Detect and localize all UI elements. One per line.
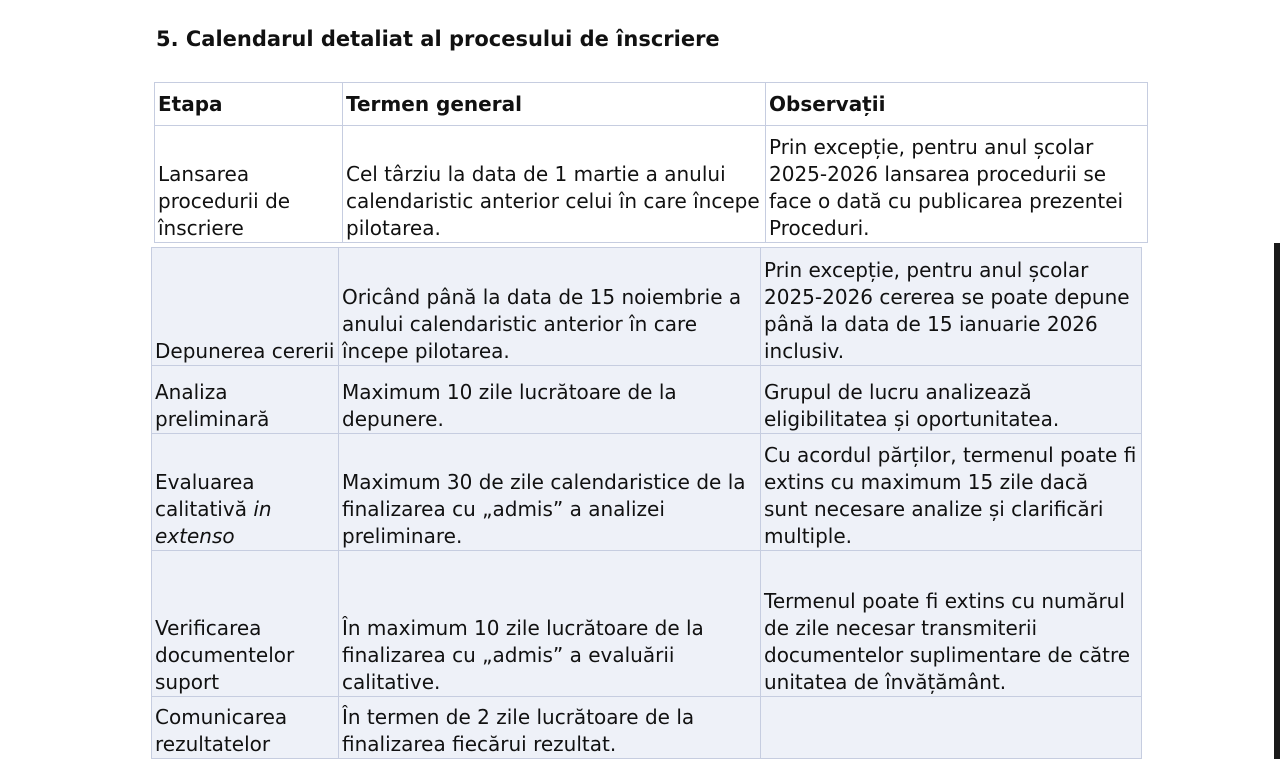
cell-termen: Oricând până la data de 15 noiembrie a anului calendaristic anterior în care începe pilotarea. [339,248,761,366]
cell-observatii [761,697,1142,759]
header-etapa: Etapa [155,83,343,126]
cell-etapa: Lansarea procedurii de înscriere [155,126,343,243]
cell-observatii: Cu acordul părților, termenul poate fi extins cu maximum 15 zile dacă sunt necesare analize și clarificări multiple. [761,434,1142,551]
window-edge-strip [1274,243,1280,759]
cell-termen: Cel târziu la data de 1 martie a anului calendaristic anterior celui în care începe pilotarea. [343,126,766,243]
table-row [155,126,1148,243]
calendar-table-part-2 [151,247,1142,759]
cell-termen: În termen de 2 zile lucrătoare de la finalizarea fiecărui rezultat. [339,697,761,759]
table-row [152,697,1142,759]
cell-etapa: Depunerea cererii [152,248,339,366]
etapa-italic-text: in extenso [155,497,272,548]
cell-termen: Maximum 30 de zile calendaristice de la finalizarea cu „admis” a analizei preliminare. [339,434,761,551]
cell-etapa: Comunicarea rezultatelor [152,697,339,759]
cell-termen: Maximum 10 zile lucrătoare de la depunere. [339,366,761,434]
cell-observatii: Prin excepție, pentru anul școlar 2025-2026 lansarea procedurii se face o dată cu publicarea prezentei Proceduri. [766,126,1148,243]
table-row [152,366,1142,434]
section-heading: 5. Calendarul detaliat al procesului de înscriere [156,27,720,51]
table-row [152,551,1142,697]
cell-observatii: Prin excepție, pentru anul școlar 2025-2026 cererea se poate depune până la data de 15 ianuarie 2026 inclusiv. [761,248,1142,366]
header-observatii: Observații [766,83,1148,126]
cell-termen: În maximum 10 zile lucrătoare de la finalizarea cu „admis” a evaluării calitative. [339,551,761,697]
table-row [152,434,1142,551]
calendar-table-part-1 [154,82,1148,243]
cell-observatii: Grupul de lucru analizează eligibilitatea și oportunitatea. [761,366,1142,434]
header-termen-general: Termen general [343,83,766,126]
table-row [152,248,1142,366]
cell-observatii: Termenul poate fi extins cu numărul de zile necesar transmiterii documentelor suplimentare de către unitatea de învățământ. [761,551,1142,697]
cell-etapa: Analiza preliminară [152,366,339,434]
cell-etapa: Verificarea documentelor suport [152,551,339,697]
etapa-text: Evaluarea calitativă [155,470,255,521]
cell-etapa [152,434,339,551]
table-header-row [155,83,1148,126]
